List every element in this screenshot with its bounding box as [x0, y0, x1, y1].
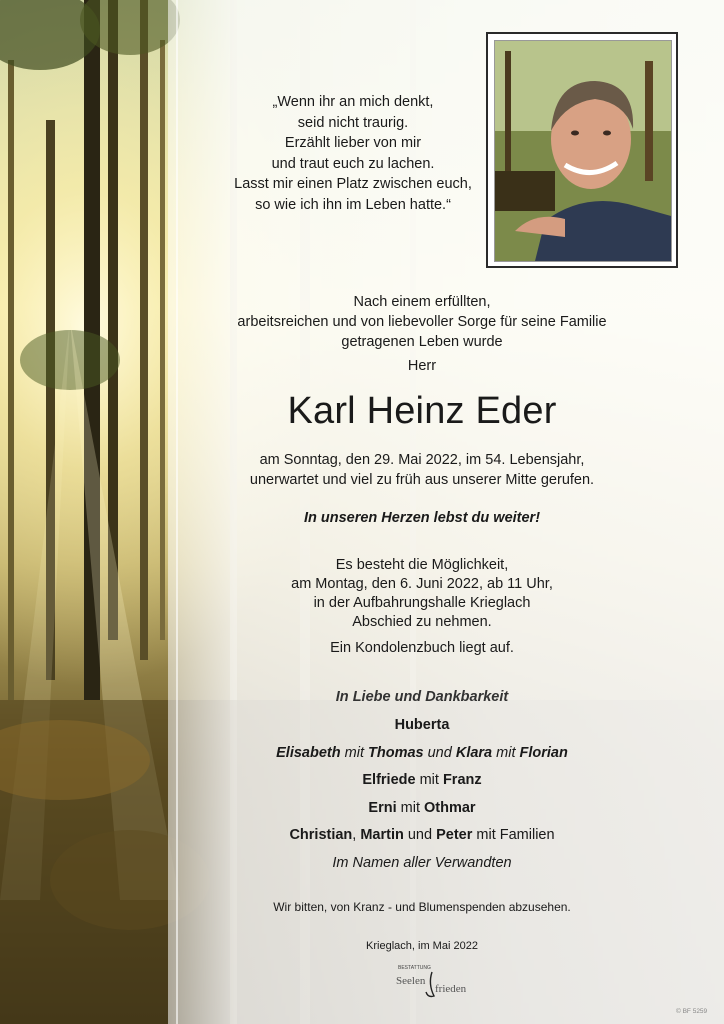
- logo-right-text: frieden: [435, 983, 467, 995]
- portrait-frame: [486, 32, 678, 268]
- memorial-quote: „Wenn ihr an mich denkt, seid nicht traurig. Erzählt lieber von mir und traut euch zu lachen. Lasst mir einen Platz zwischen euch, so wie ich ihn im Leben hatte.“: [234, 94, 472, 213]
- connector: ,: [352, 827, 361, 843]
- mourner-name: Florian: [519, 745, 568, 761]
- mourner-name: Peter: [436, 827, 473, 843]
- mourner-name: Othmar: [424, 800, 476, 816]
- mourner-name: Elfriede: [362, 772, 416, 788]
- motto: In unseren Herzen lebst du weiter!: [303, 510, 541, 526]
- connector: mit: [492, 745, 520, 761]
- mourner-line-3: [180, 772, 664, 788]
- condolence-note: Ein Kondolenzbuch liegt auf.: [330, 640, 514, 656]
- mourner-line-1: [180, 717, 664, 733]
- mourner-line-4: [180, 800, 664, 816]
- deceased-name: Karl Heinz Eder: [287, 390, 557, 432]
- mourner-line-2: [180, 745, 664, 761]
- mourner-name: Klara: [455, 745, 493, 761]
- flower-request: Wir bitten, von Kranz - und Blumenspenden abzusehen.: [273, 900, 571, 914]
- connector: mit: [340, 745, 368, 761]
- portrait-photo: [494, 40, 672, 262]
- funeral-home-logo: [394, 962, 468, 1002]
- logo-top-text: BESTATTUNG: [398, 965, 431, 971]
- connector: mit Familien: [472, 827, 555, 843]
- mourner-line-5: [180, 827, 664, 843]
- connector: und: [403, 827, 437, 843]
- mourner-name: Franz: [442, 772, 482, 788]
- relatives-line: Im Namen aller Verwandten: [332, 855, 512, 871]
- connector: mit: [396, 800, 424, 816]
- dedication: In Liebe und Dankbarkeit: [335, 689, 509, 705]
- intro-text: Nach einem erfüllten, arbeitsreichen und von liebevoller Sorge für seine Familie getragenen Leben wurde: [237, 294, 607, 350]
- mourner-name: Thomas: [368, 745, 424, 761]
- death-notice: am Sonntag, den 29. Mai 2022, im 54. Lebensjahr, unerwartet und viel zu früh aus unserer Mitte gerufen.: [249, 452, 595, 488]
- logo-left-text: Seelen: [396, 975, 426, 987]
- connector: mit: [415, 772, 443, 788]
- mourner-name: Christian: [289, 827, 353, 843]
- mourner-name: Martin: [360, 827, 404, 843]
- mourner-name: Erni: [368, 800, 397, 816]
- honorific: Herr: [407, 358, 437, 374]
- viewing-info: Es besteht die Möglichkeit, am Montag, den 6. Juni 2022, ab 11 Uhr, in der Aufbahrungshalle Krieglach Abschied zu nehmen.: [291, 557, 553, 630]
- document-code: © BF 5259: [676, 1008, 708, 1015]
- mourner-name: Elisabeth: [276, 745, 341, 761]
- connector: und: [423, 745, 456, 761]
- place-date: Krieglach, im Mai 2022: [366, 940, 478, 952]
- mourner-name: Huberta: [394, 717, 450, 733]
